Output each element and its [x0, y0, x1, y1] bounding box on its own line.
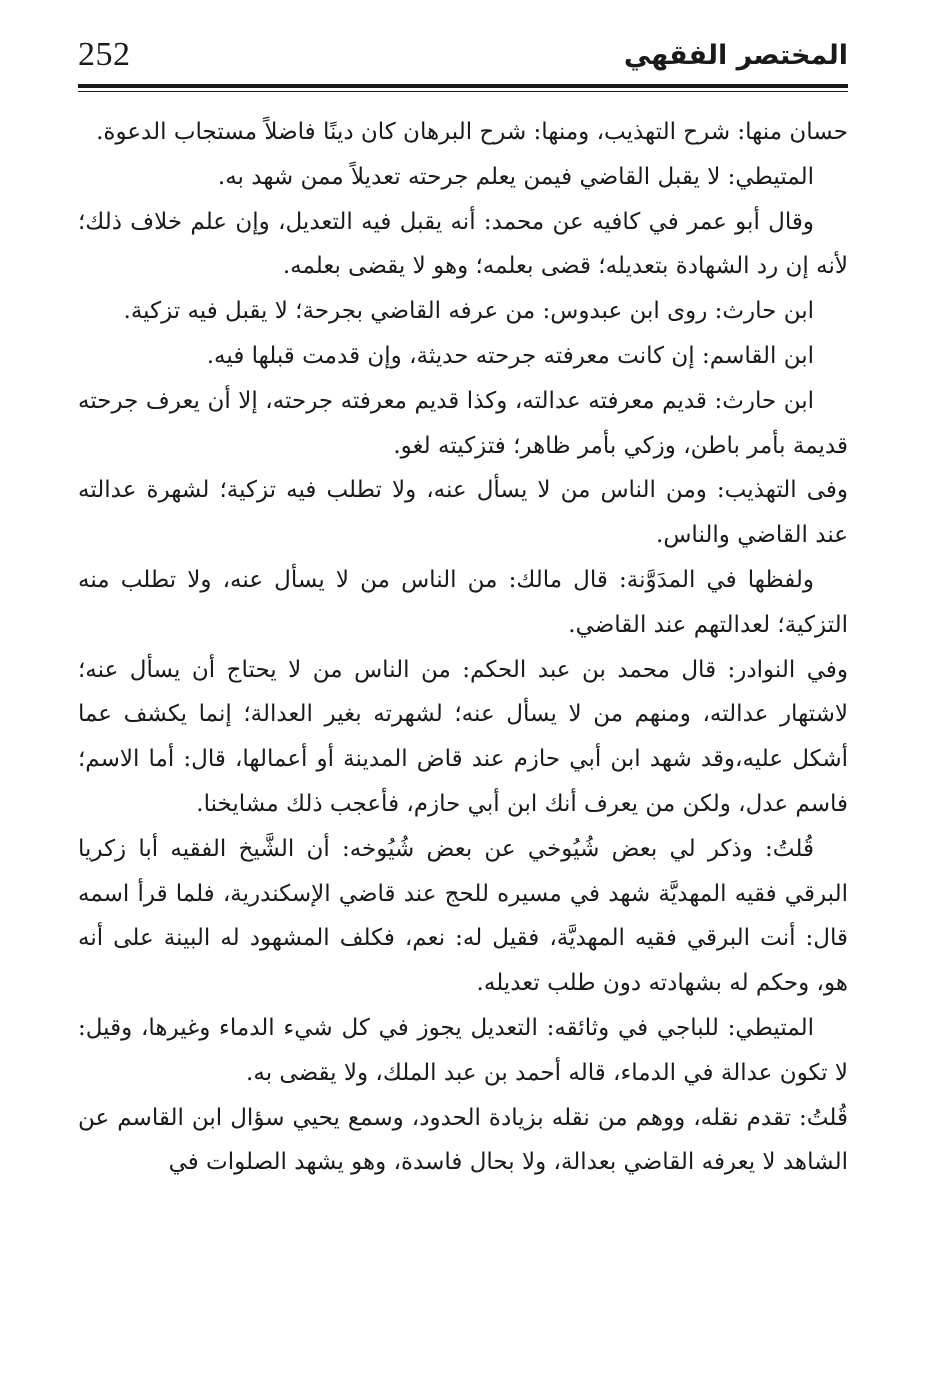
paragraph: ابن القاسم: إن كانت معرفته جرحته حديثة، وإن قدمت قبلها فيه. [206, 342, 814, 369]
paragraph: قُلتُ: تقدم نقله، ووهم من نقله بزيادة الحدود، وسمع يحيي سؤال ابن القاسم عن الشاهد لا يعرفه القاضي بعدالة، ولا بحال فاسدة، وهو يشهد الصلوات في [78, 1104, 848, 1176]
page-header [78, 30, 848, 82]
running-title: المختصر الفقهي [623, 40, 848, 71]
paragraph: حسان منها: شرح التهذيب، ومنها: شرح البرهان كان دينًا فاضلاً مستجاب الدعوة. [96, 119, 848, 145]
paragraph: قُلتُ: وذكر لي بعض شُيُوخي عن بعض شُيُوخه: أن الشَّيخ الفقيه أبا زكريا البرقي فقيه المهديَّة شهد في مسيره للحج عند قاضي الإسكندرية، فلما قرأ اسمه قال: أنت البرقي فقيه المهديَّة، فقيل له: نعم، فكلف المشهود له البينة على أنه هو، وحكم له بشهادته دون طلب تعديله. [78, 835, 848, 997]
header-rule-thick [78, 84, 848, 88]
paragraph: ابن حارث: روى ابن عبدوس: من عرفه القاضي بجرحة؛ لا يقبل فيه تزكية. [123, 298, 814, 325]
paragraph: وفي النوادر: قال محمد بن عبد الحكم: من الناس من لا يحتاج أن يسأل عنه؛ لاشتهار عدالته، ومنهم من لا يسأل عنه؛ لشهرته بغير العدالة؛ إنما يكشف عما أشكل عليه،وقد شهد ابن أبي حازم عند قاض المدينة أو أعمالها، قال: أما الاسم؛ فاسم عدل، ولكن من يعرف أنك ابن أبي حازم، فأعجب ذلك مشايخنا. [78, 656, 848, 817]
page-body [78, 110, 848, 1185]
header-rule-thin [78, 91, 848, 92]
paragraph: وقال أبو عمر في كافيه عن محمد: أنه يقبل فيه التعديل، وإن علم خلاف ذلك؛ لأنه إن رد الشهادة بتعديله؛ قضى بعلمه؛ وهو لا يقضى بعلمه. [78, 208, 848, 280]
paragraph: ولفظها في المدَوَّنة: قال مالك: من الناس من لا يسأل عنه، ولا تطلب منه التزكية؛ لعدالتهم عند القاضي. [78, 566, 848, 638]
paragraph: المتيطي: لا يقبل القاضي فيمن يعلم جرحته تعديلاً ممن شهد به. [217, 163, 814, 190]
paragraph: المتيطي: للباجي في وثائقه: التعديل يجوز في كل شيء الدماء وغيرها، وقيل: لا تكون عدالة في الدماء، قاله أحمد بن عبد الملك، ولا يقضى به. [78, 1014, 848, 1086]
paragraph: وفى التهذيب: ومن الناس من لا يسأل عنه، ولا تطلب فيه تزكية؛ لشهرة عدالته عند القاضي والناس. [78, 477, 848, 549]
page-number: 252 [78, 36, 131, 73]
paragraph: ابن حارث: قديم معرفته عدالته، وكذا قديم معرفته جرحته، إلا أن يعرف جرحته قديمة بأمر باطن، وزكي بأمر ظاهر؛ فتزكيته لغو. [78, 387, 848, 459]
